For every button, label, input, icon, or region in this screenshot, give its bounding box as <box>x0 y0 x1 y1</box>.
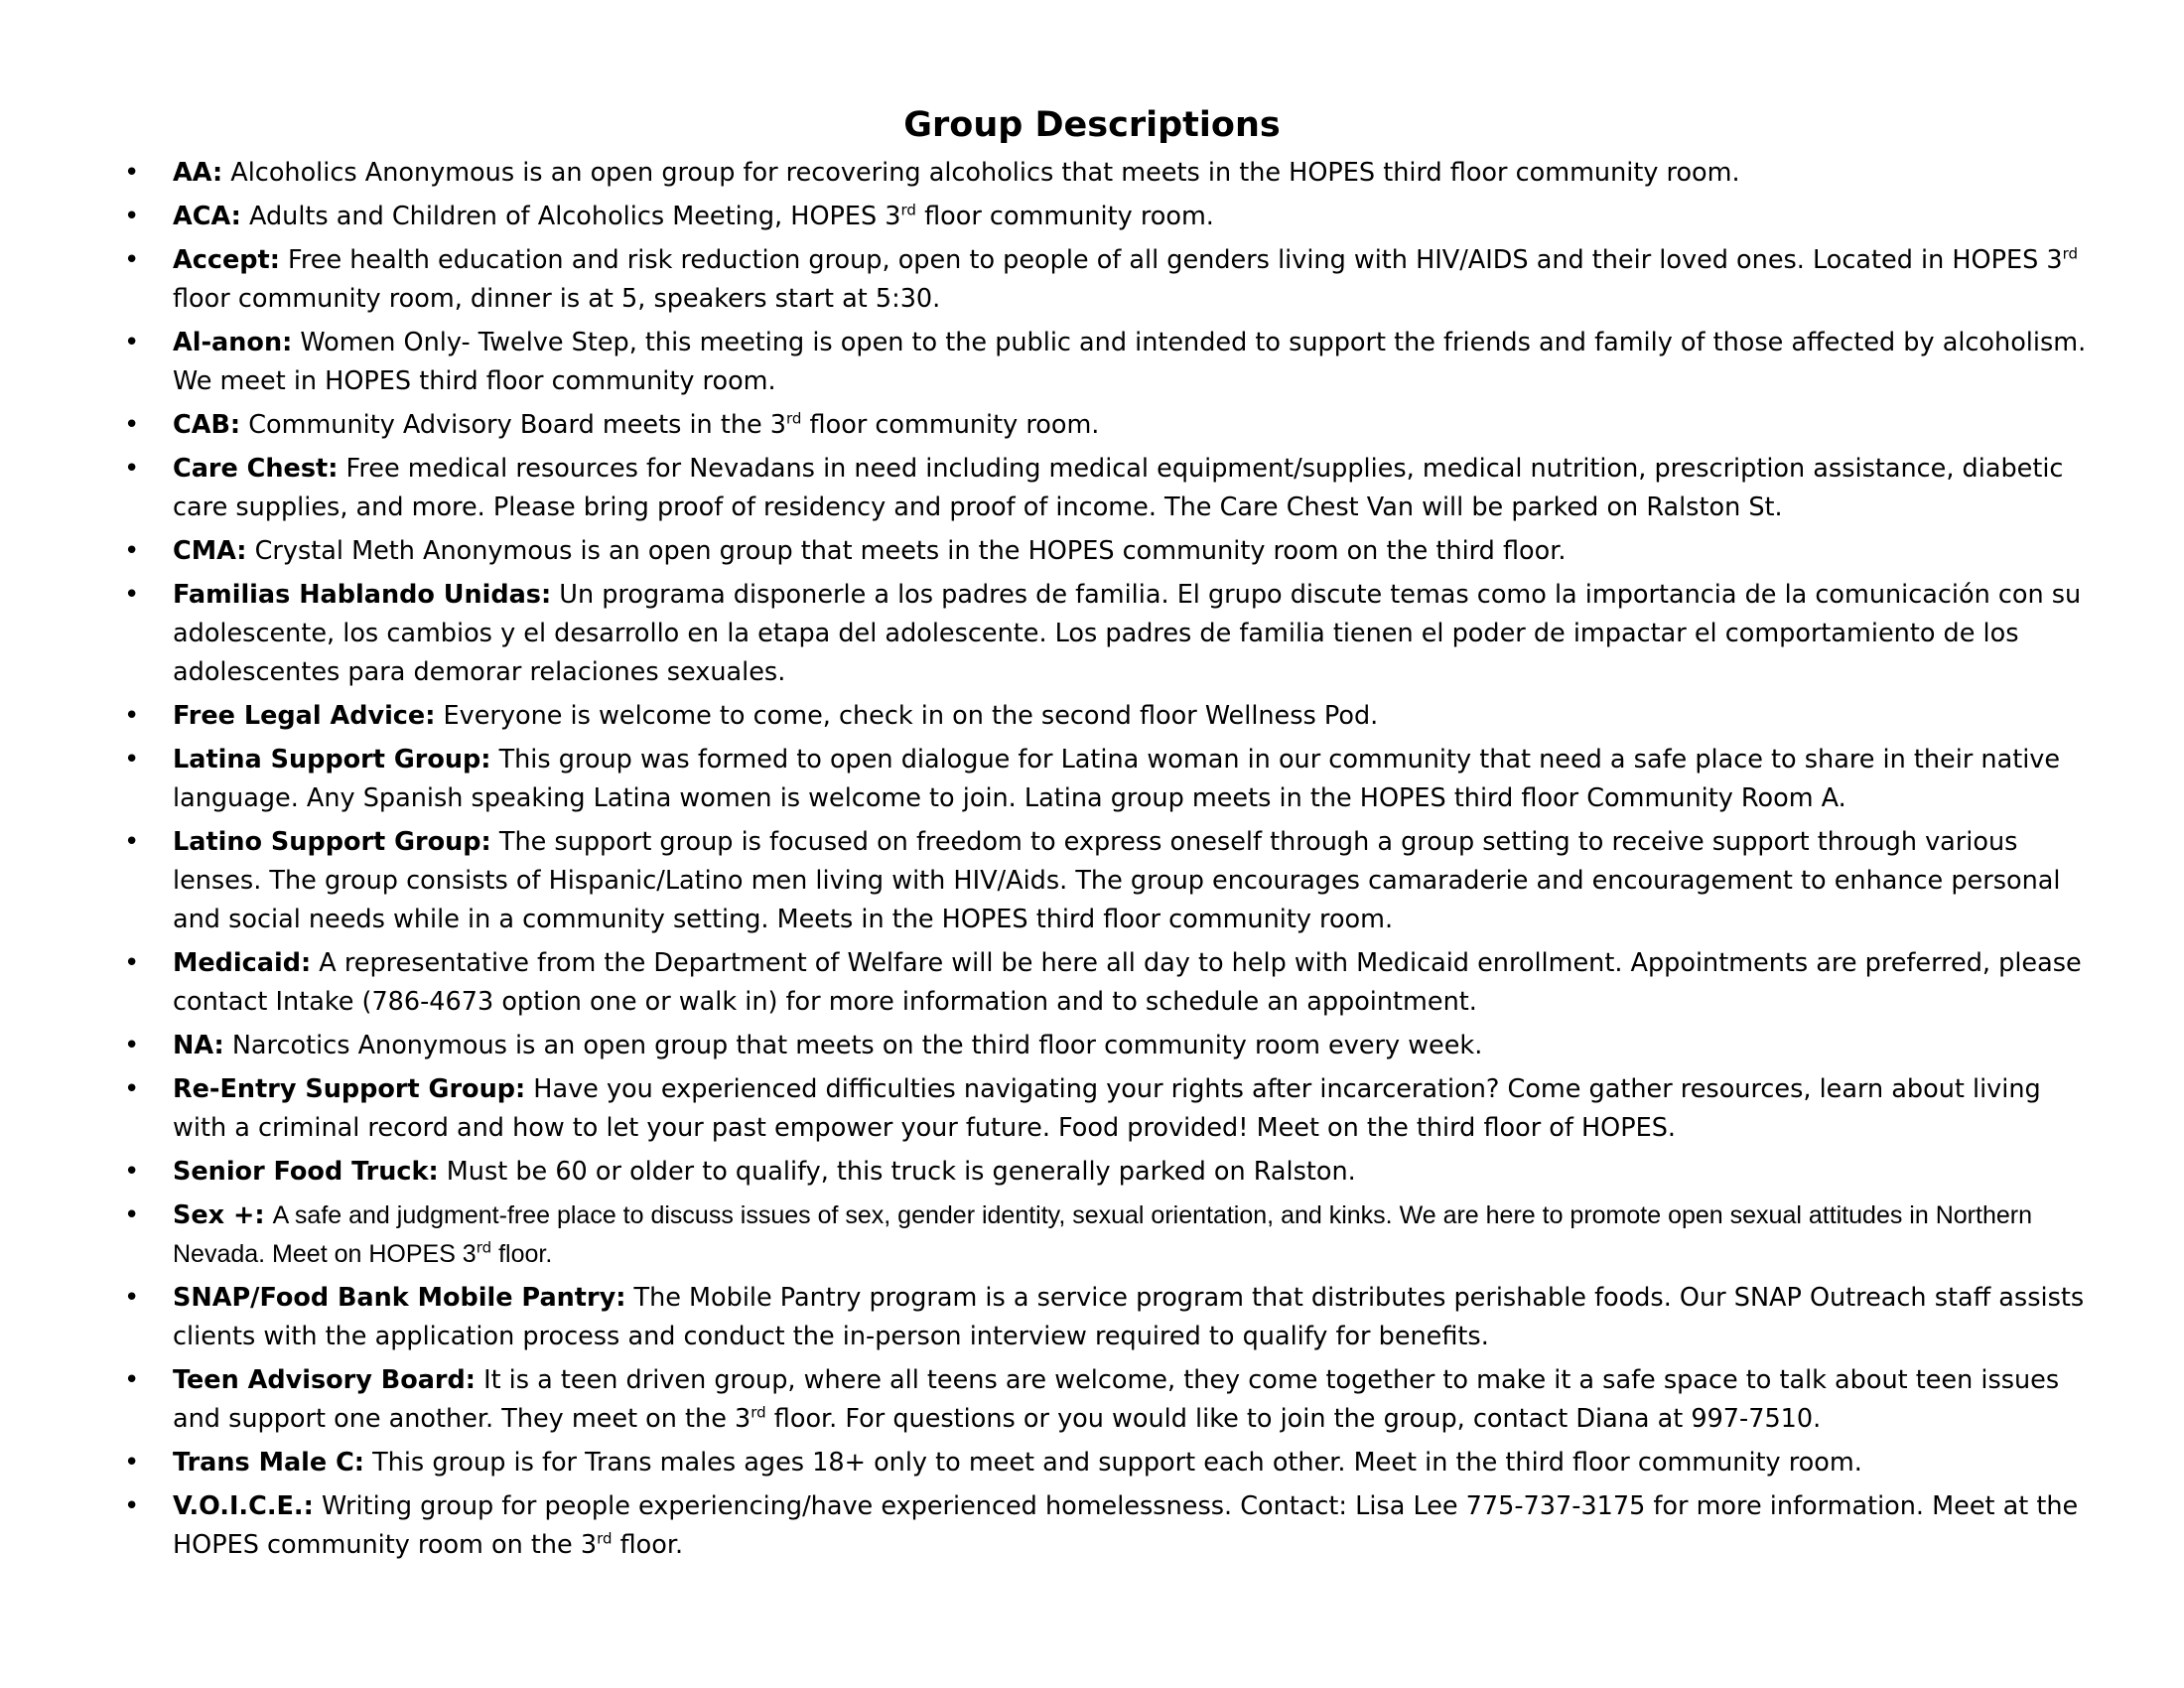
list-item-care-chest <box>119 450 2095 527</box>
list-item-free-legal-advice <box>119 697 2095 736</box>
bullet-icon: • <box>124 1074 140 1104</box>
bullet-icon: • <box>124 1365 140 1395</box>
list-item-cab <box>119 406 2095 445</box>
group-name: SNAP/Food Bank Mobile Pantry: <box>173 1283 626 1313</box>
list-item-aa <box>119 154 2095 193</box>
group-description-continued: floor. <box>612 1530 684 1560</box>
group-name: Teen Advisory Board: <box>173 1365 476 1395</box>
ordinal-suffix: rd <box>597 1529 613 1548</box>
group-description: Everyone is welcome to come, check in on the second floor Wellness Pod. <box>443 701 1379 731</box>
list-item-snap-food-bank-mobile-pantry <box>119 1279 2095 1356</box>
group-description: Have you experienced difficulties navigating your rights after incarceration? Come gather resources, learn about living with a criminal record and how to let your past empower your future. Food provided! Meet on the third floor of HOPES. <box>173 1074 2041 1143</box>
group-name: AA: <box>173 158 223 188</box>
bullet-icon: • <box>124 158 140 188</box>
group-name: Free Legal Advice: <box>173 701 436 731</box>
bullet-icon: • <box>124 202 140 231</box>
list-item-medicaid <box>119 944 2095 1022</box>
group-name: Re-Entry Support Group: <box>173 1074 526 1104</box>
ordinal-suffix: rd <box>751 1403 766 1422</box>
list-item-latino-support-group <box>119 823 2095 939</box>
group-name: V.O.I.C.E.: <box>173 1491 314 1521</box>
group-name: Medicaid: <box>173 948 312 978</box>
group-description: This group was formed to open dialogue for Latina woman in our community that need a safe place to share in their native language. Any Spanish speaking Latina women is welcome to join. Latina group meets in the HOPES third floor Community Room A. <box>173 745 2061 813</box>
group-description: A safe and judgment-free place to discuss issues of sex, gender identity, sexual orientation, and kinks. We are here to promote open sexual attitudes in Northern Nevada. Meet on HOPES 3 <box>173 1201 2032 1268</box>
group-description: This group is for Trans males ages 18+ only to meet and support each other. Meet in the third floor community room. <box>372 1448 1862 1477</box>
group-name: Latino Support Group: <box>173 827 491 857</box>
bullet-icon: • <box>124 948 140 978</box>
bullet-icon: • <box>124 410 140 440</box>
group-description: Writing group for people experiencing/have experienced homelessness. Contact: Lisa Lee 775-737-3175 for more information. Meet at the HOPES community room on the 3 <box>173 1491 2079 1560</box>
ordinal-suffix: rd <box>476 1238 492 1257</box>
ordinal-suffix: rd <box>2062 244 2079 263</box>
list-item-na <box>119 1027 2095 1065</box>
bullet-icon: • <box>124 1448 140 1477</box>
group-name: CMA: <box>173 536 247 566</box>
group-description: Crystal Meth Anonymous is an open group that meets in the HOPES community room on the third floor. <box>254 536 1567 566</box>
list-item-voice <box>119 1487 2095 1565</box>
bullet-icon: • <box>124 1200 140 1230</box>
group-name: CAB: <box>173 410 241 440</box>
bullet-icon: • <box>124 827 140 857</box>
group-description: Women Only- Twelve Step, this meeting is open to the public and intended to support the friends and family of those affected by alcoholism. We meet in HOPES third floor community room. <box>173 328 2087 396</box>
group-description-continued: floor. <box>491 1240 553 1268</box>
bullet-icon: • <box>124 1491 140 1521</box>
list-item-teen-advisory-board <box>119 1361 2095 1439</box>
group-description: The Mobile Pantry program is a service program that distributes perishable foods. Our SNAP Outreach staff assists clients with the application process and conduct the in-person interview required to qualify for benefits. <box>173 1283 2085 1351</box>
group-name: Trans Male C: <box>173 1448 364 1477</box>
group-description-continued: floor. For questions or you would like to join the group, contact Diana at 997-7510. <box>765 1404 1822 1434</box>
group-description: Narcotics Anonymous is an open group that meets on the third floor community room every week. <box>231 1031 1483 1060</box>
group-description-continued: floor community room. <box>915 202 1214 231</box>
list-item-aca <box>119 198 2095 236</box>
group-description: Free medical resources for Nevadans in need including medical equipment/supplies, medical nutrition, prescription assistance, diabetic care supplies, and more. Please bring proof of residency and proof of income. The Care Chest Van will be parked on Ralston St. <box>173 454 2064 522</box>
group-description-continued: floor community room, dinner is at 5, speakers start at 5:30. <box>173 284 941 314</box>
group-name: Sex +: <box>173 1200 265 1230</box>
group-description: Alcoholics Anonymous is an open group for recovering alcoholics that meets in the HOPES third floor community room. <box>230 158 1740 188</box>
list-item-trans-male-c <box>119 1444 2095 1482</box>
bullet-icon: • <box>124 454 140 484</box>
group-description: It is a teen driven group, where all teens are welcome, they come together to make it a safe space to talk about teen issues and support one another. They meet on the 3 <box>173 1365 2060 1434</box>
group-description: Must be 60 or older to qualify, this truck is generally parked on Ralston. <box>446 1157 1356 1187</box>
group-name: Senior Food Truck: <box>173 1157 439 1187</box>
ordinal-suffix: rd <box>786 409 802 428</box>
group-description-list <box>119 154 2095 1570</box>
list-item-latina-support-group <box>119 741 2095 818</box>
list-item-al-anon <box>119 324 2095 401</box>
group-name: Familias Hablando Unidas: <box>173 580 552 610</box>
group-name: Accept: <box>173 245 280 275</box>
list-item-accept <box>119 241 2095 319</box>
list-item-senior-food-truck <box>119 1153 2095 1192</box>
bullet-icon: • <box>124 745 140 774</box>
bullet-icon: • <box>124 245 140 275</box>
group-description: A representative from the Department of Welfare will be here all day to help with Medicaid enrollment. Appointments are preferred, please contact Intake (786-4673 option one or walk in) for more information and to schedule an appointment. <box>173 948 2082 1017</box>
group-description: Free health education and risk reduction group, open to people of all genders living with HIV/AIDS and their loved ones. Located in HOPES 3 <box>288 245 2063 275</box>
list-item-re-entry-support-group <box>119 1070 2095 1148</box>
list-item-sex-plus <box>119 1196 2095 1274</box>
group-name: ACA: <box>173 202 241 231</box>
group-name: Latina Support Group: <box>173 745 491 774</box>
group-name: Care Chest: <box>173 454 339 484</box>
group-description: Un programa disponerle a los padres de familia. El grupo discute temas como la importancia de la comunicación con su adolescente, los cambios y el desarrollo en la etapa del adolescente. Los padres de familia tienen el poder de impactar el comportamiento de los adolescentes para demorar relaciones sexuales. <box>173 580 2082 687</box>
list-item-cma <box>119 532 2095 571</box>
bullet-icon: • <box>124 328 140 357</box>
group-description: The support group is focused on freedom to express oneself through a group setting to receive support through various lenses. The group consists of Hispanic/Latino men living with HIV/Aids. The group encourages camaraderie and encouragement to enhance personal and social needs while in a community setting. Meets in the HOPES third floor community room. <box>173 827 2061 934</box>
group-name: NA: <box>173 1031 224 1060</box>
bullet-icon: • <box>124 701 140 731</box>
bullet-icon: • <box>124 536 140 566</box>
bullet-icon: • <box>124 580 140 610</box>
group-name: Al-anon: <box>173 328 293 357</box>
bullet-icon: • <box>124 1157 140 1187</box>
list-item-familias-hablando-unidas <box>119 576 2095 692</box>
ordinal-suffix: rd <box>900 201 916 219</box>
bullet-icon: • <box>124 1031 140 1060</box>
group-description: Adults and Children of Alcoholics Meeting, HOPES 3 <box>248 202 901 231</box>
page-title: Group Descriptions <box>903 105 1281 145</box>
group-description-continued: floor community room. <box>801 410 1100 440</box>
group-description: Community Advisory Board meets in the 3 <box>248 410 787 440</box>
bullet-icon: • <box>124 1283 140 1313</box>
